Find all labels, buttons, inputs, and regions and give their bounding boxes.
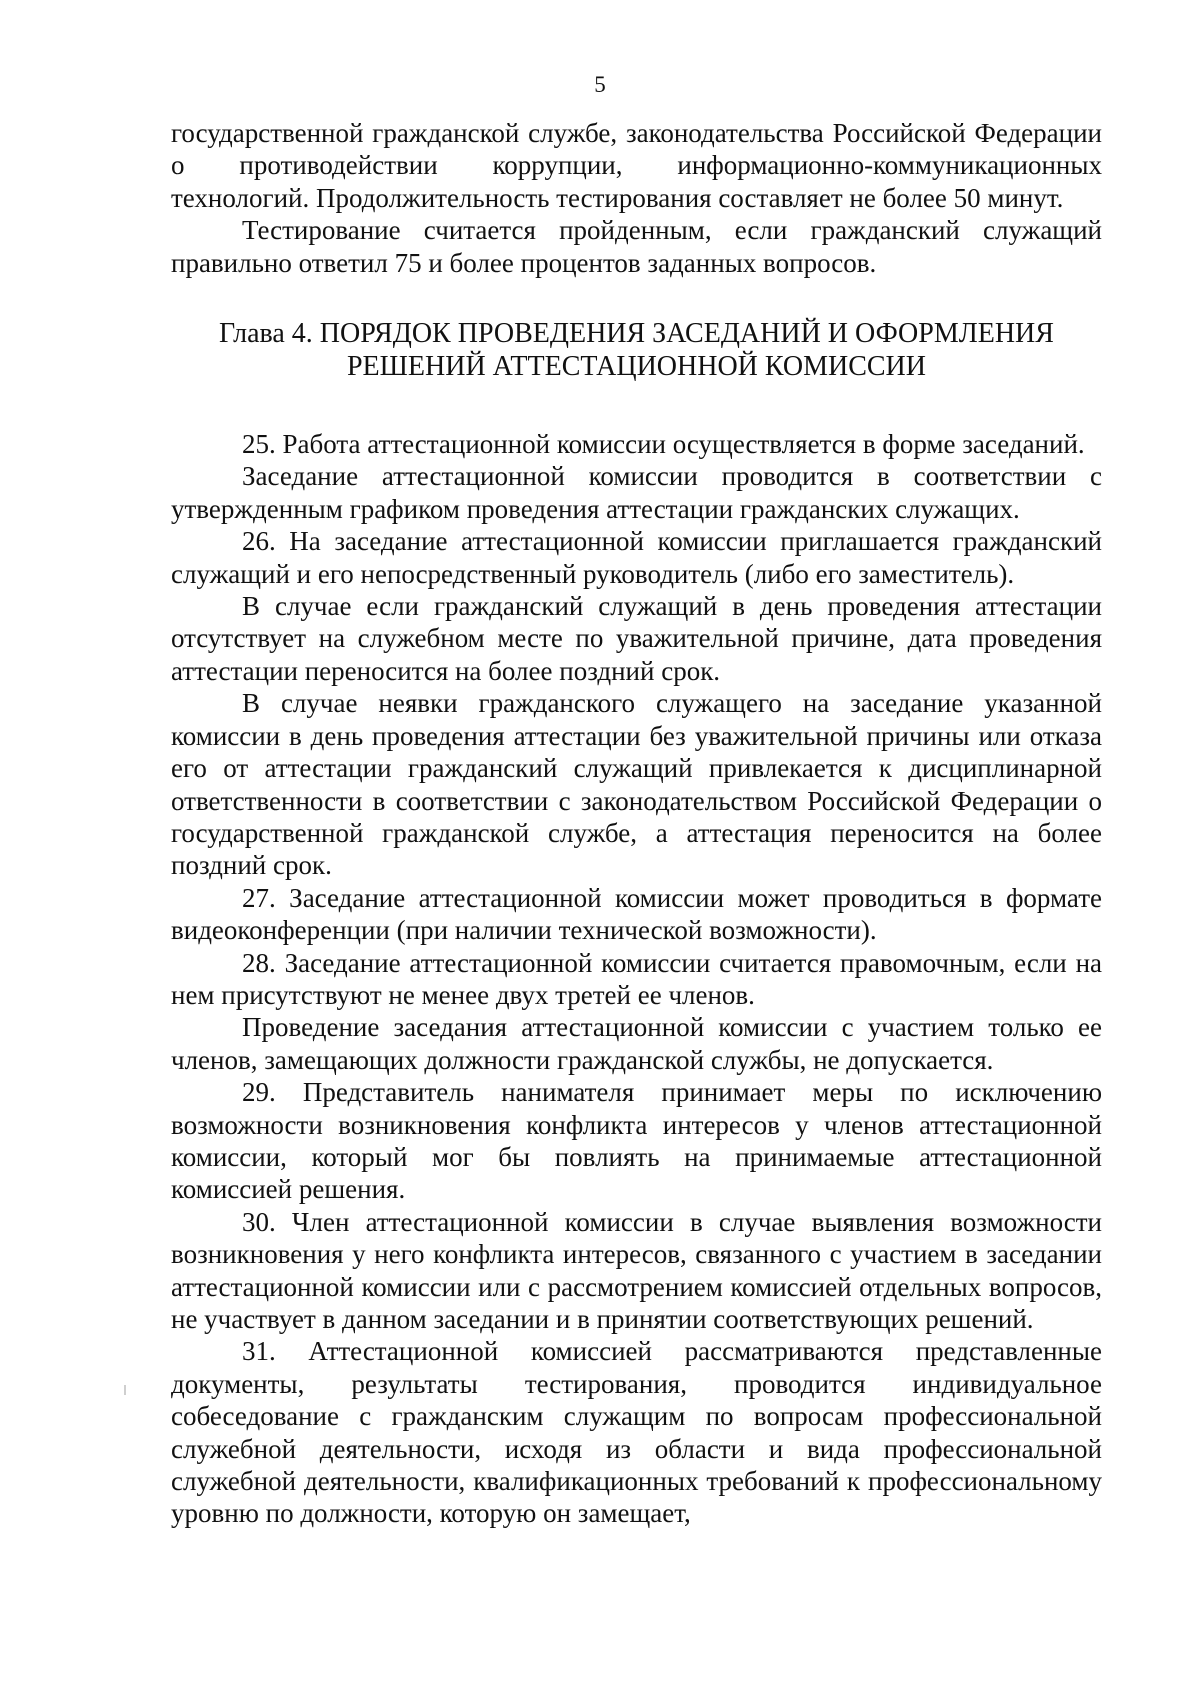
paragraph-25: 25. Работа аттестационной комиссии осуществляется в форме заседаний. bbox=[242, 429, 1085, 460]
paragraph-30: 30. Член аттестационной комиссии в случае выявления возможности возникновения у него конфликта интересов, связанного с участием в заседании аттестационной комиссии или с рассмотрением комиссией отдельных вопросов, не участвует в данном заседании и в принятии соответствующих решений. bbox=[171, 1206, 1102, 1334]
document-body bbox=[171, 117, 1102, 1530]
scan-margin-mark bbox=[124, 1385, 126, 1395]
paragraph-testing-passed: Тестирование считается пройденным, если гражданский служащий правильно ответил 75 и более процентов заданных вопросов. bbox=[171, 215, 1102, 278]
paragraph-25-schedule: Заседание аттестационной комиссии проводится в соответствии с утвержденным графиком проведения аттестации гражданских служащих. bbox=[171, 461, 1102, 524]
paragraph-29: 29. Представитель нанимателя принимает меры по исключению возможности возникновения конфликта интересов у членов аттестационной комиссии, который мог бы повлиять на принимаемые аттестационной комиссией решения. bbox=[171, 1077, 1102, 1205]
paragraph-27: 27. Заседание аттестационной комиссии может проводиться в формате видеоконференции (при наличии технической возможности). bbox=[171, 882, 1102, 946]
chapter-heading-line-2: РЕШЕНИЙ АТТЕСТАЦИОННОЙ КОМИССИИ bbox=[346, 351, 927, 383]
paragraph-26-absence: В случае если гражданский служащий в день проведения аттестации отсутствует на служебном месте по уважительной причине, дата проведения аттестации переносится на более поздний срок. bbox=[171, 591, 1102, 686]
chapter-heading-line-1: Глава 4. ПОРЯДОК ПРОВЕДЕНИЯ ЗАСЕДАНИЙ И ОФОРМЛЕНИЯ bbox=[219, 318, 1054, 350]
chapter-heading bbox=[171, 317, 1102, 383]
paragraph-28: 28. Заседание аттестационной комиссии считается правомочным, если на нем присутствуют не менее двух третей ее членов. bbox=[171, 947, 1102, 1010]
paragraph-26-no-show: В случае неявки гражданского служащего на заседание указанной комиссии в день проведения аттестации без уважительной причины или отказа его от аттестации гражданский служащий привлекается к дисциплинарной ответственности в соответствии с законодательством Российской Федерации о государственной гражданской службе, а аттестация переносится на более поздний срок. bbox=[171, 688, 1102, 881]
paragraph-intro-continuation: государственной гражданской службе, законодательства Российской Федерации о противодействии коррупции, информационно-коммуникационных технологий. Продолжительность тестирования составляет не более 50 минут. bbox=[171, 118, 1102, 213]
paragraph-31: 31. Аттестационной комиссией рассматриваются представленные документы, результаты тестирования, проводится индивидуальное собеседование с гражданским служащим по вопросам профессиональной служебной деятельности, исходя из области и вида профессиональной служебной деятельности, квалификационных требований к профессиональному уровню по должности, которую он замещает, bbox=[171, 1336, 1102, 1529]
paragraph-28-members: Проведение заседания аттестационной комиссии с участием только ее членов, замещающих должности гражданской службы, не допускается. bbox=[171, 1012, 1102, 1075]
page-number: 5 bbox=[594, 72, 606, 97]
paragraph-26: 26. На заседание аттестационной комиссии приглашается гражданский служащий и его непосредственный руководитель (либо его заместитель). bbox=[171, 526, 1102, 589]
